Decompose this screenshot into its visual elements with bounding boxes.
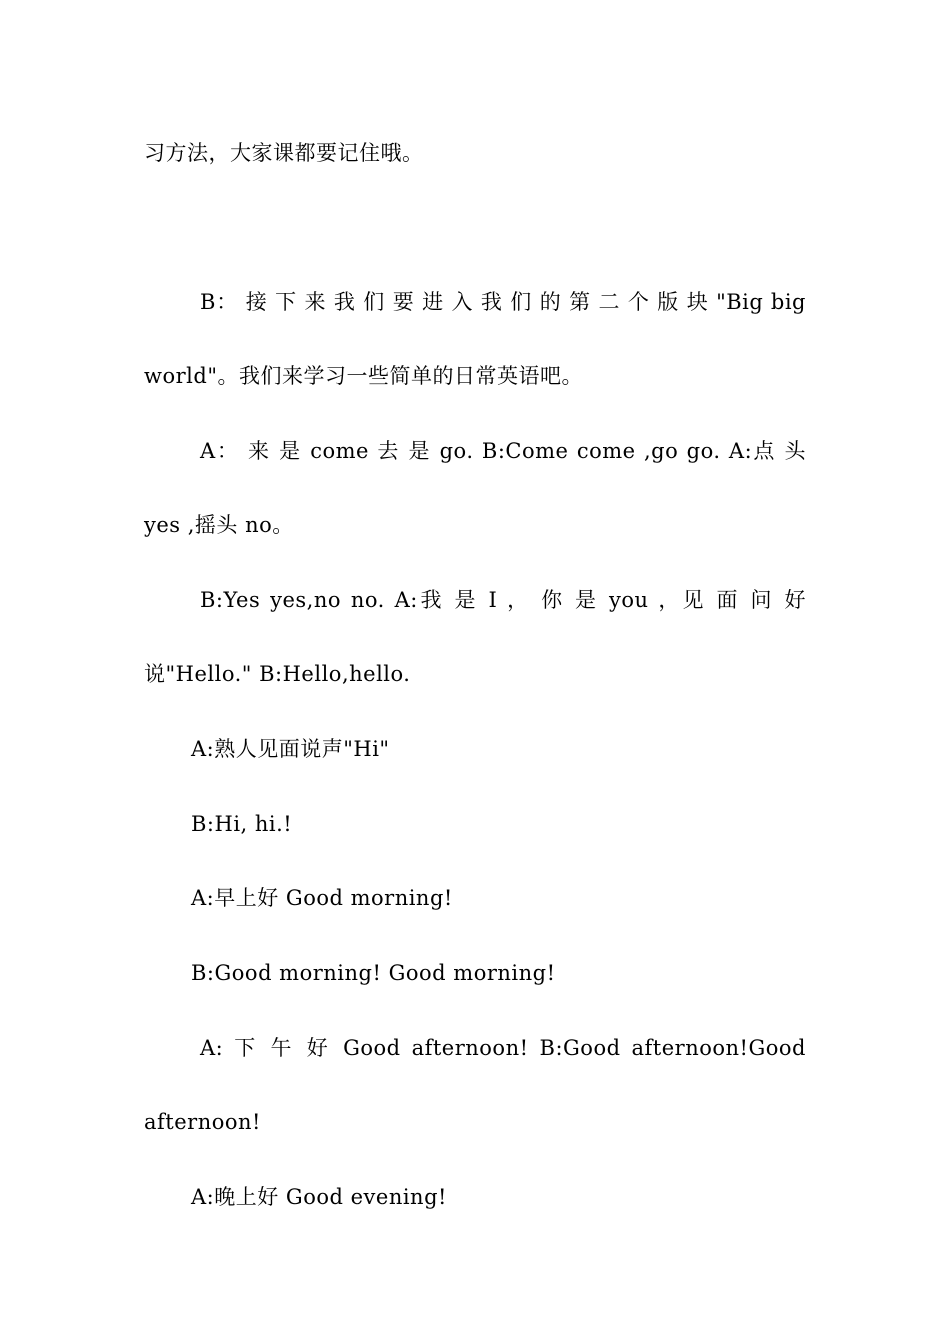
paragraph-line-1: 习方法，大家课都要记住哦。 (144, 141, 424, 165)
paragraph-line-3: world"。我们来学习一些简单的日常英语吧。 (144, 364, 583, 388)
paragraph-line-2: B： 接 下 来 我 们 要 进 入 我 们 的 第 二 个 版 块 "Big big (200, 290, 806, 314)
paragraph-line-10: A:早上好 Good morning! (191, 886, 453, 910)
paragraph-line-4: A： 来 是 come 去 是 go. B:Come come ,go go. A:点 头 (200, 439, 806, 463)
paragraph-line-9: B:Hi, hi.! (191, 812, 293, 836)
paragraph-line-14: A:晚上好 Good evening! (191, 1185, 447, 1209)
paragraph-line-13: afternoon! (144, 1110, 261, 1134)
paragraph-line-7: 说"Hello." B:Hello,hello. (144, 662, 411, 686)
paragraph-line-8: A:熟人见面说声"Hi" (191, 737, 390, 761)
paragraph-line-5: yes ,摇头 no。 (144, 513, 294, 537)
paragraph-line-6: B:Yes yes,no no. A:我 是 I ， 你 是 you ，见 面 问 好 (200, 588, 806, 612)
paragraph-line-12: A: 下 午 好 Good afternoon! B:Good afternoon!Good (200, 1036, 806, 1060)
paragraph-line-11: B:Good morning! Good morning! (191, 961, 556, 985)
